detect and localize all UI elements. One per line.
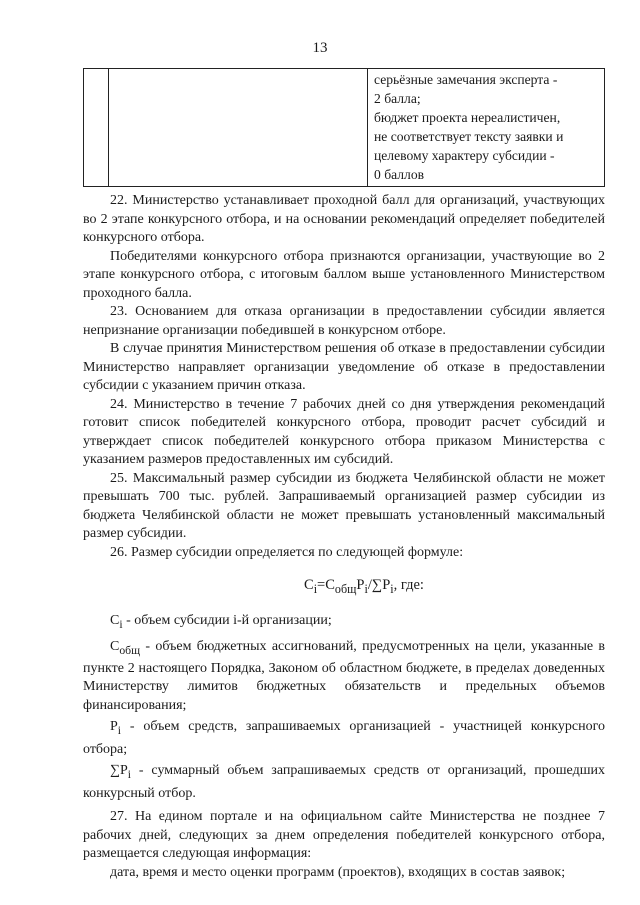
formula-tail: , где: — [393, 577, 424, 593]
criteria-table-fragment — [83, 68, 605, 187]
page-number: 13 — [312, 40, 328, 56]
formula-subscript: общ — [334, 581, 357, 596]
paragraph-22-winners: Победителями конкурсного отбора признаются организации, участвующие во 2 этапе конкурсного отбора, с итоговым баллом выше установленного Министерством проходного балла. — [83, 248, 605, 301]
definition-symbol: C — [110, 638, 120, 654]
definition-text: - суммарный объем запрашиваемых средств от организаций, прошедших конкурсный отбор. — [83, 763, 605, 801]
definition-subscript: i — [127, 768, 132, 782]
formula-symbol: P — [356, 577, 365, 593]
table-cell-scores — [368, 69, 605, 187]
table-cell-criterion — [109, 69, 368, 187]
paragraph-27: 27. На едином портале и на официальном сайте Министерства не позднее 7 рабочих дней, следующих за днем определения победителей конкурсного отбора, размещается следующая информация: — [83, 809, 605, 862]
paragraph-26: 26. Размер субсидии определяется по следующей формуле: — [110, 544, 464, 560]
score-line: бюджет проекта нереалистичен, — [374, 110, 561, 125]
paragraph-24: 24. Министерство в течение 7 рабочих дней со дня утверждения рекомендаций готовит список победителей конкурсного отбора, проводит расчет субсидий и утверждает список победителей конкурсного отбора приказом Министерства с указанием размеров предоставленных им субсидий. — [83, 396, 605, 467]
definition-symbol: ∑P — [110, 763, 128, 779]
paragraph-23-refusal: В случае принятия Министерством решения об отказе в предоставлении субсидии Министерство направляет организации уведомление об отказе в предоставлении субсидии с указанием причин отказа. — [83, 341, 605, 393]
score-line: 2 балла; — [374, 91, 421, 106]
formula-symbol: /∑P — [367, 577, 391, 593]
definition-text: - объем субсидии i-й организации; — [122, 613, 332, 629]
score-line: не соответствует тексту заявки и — [374, 129, 564, 144]
document-body — [83, 192, 605, 882]
definition-subscript: общ — [119, 643, 141, 657]
definition-text: - объем бюджетных ассигнований, предусмотренных на цели, указанные в пункте 2 настоящего Порядка, Законом об областном бюджете, в пределах доведенных Министерству лимитов бюджетных обязательств и предельных объемов финансирования; — [83, 638, 605, 713]
definition-symbol: C — [110, 613, 120, 629]
formula-subscript: i — [390, 581, 394, 596]
subsidy-formula — [83, 576, 605, 598]
paragraph-25: 25. Максимальный размер субсидии из бюджета Челябинской области не может превышать 700 тыс. рублей. Запрашиваемый организацией размер субсидии из бюджета Челябинской области не может превышать установленный максимальный размер субсидии. — [83, 470, 605, 541]
definition-subscript: i — [117, 724, 122, 738]
definition-cobsh — [83, 638, 605, 716]
definition-ci — [83, 612, 605, 634]
score-line: целевому характеру субсидии - — [374, 148, 555, 163]
definition-symbol: P — [110, 719, 118, 735]
score-line: серьёзные замечания эксперта - — [374, 72, 558, 87]
formula-subscript: i — [313, 581, 318, 596]
definition-text: - объем средств, запрашиваемых организацией - участницей конкурсного отбора; — [83, 719, 605, 757]
definition-sum — [83, 762, 605, 803]
formula-symbol: C — [304, 577, 314, 593]
definition-subscript: i — [119, 618, 123, 632]
formula-subscript: i — [364, 581, 368, 596]
table-cell-number — [84, 69, 109, 187]
paragraph-27-item: дата, время и место оценки программ (проектов), входящих в состав заявок; — [110, 864, 566, 880]
paragraph-22: 22. Министерство устанавливает проходной балл для организаций, участвующих во 2 этапе конкурсного отбора, и на основании рекомендаций определяет победителей конкурсного отбора. — [83, 193, 605, 245]
score-line: 0 баллов — [374, 167, 425, 182]
table-row — [84, 69, 605, 187]
paragraph-23: 23. Основанием для отказа организации в предоставлении субсидии является непризнание организации победившей в конкурсном отборе. — [83, 304, 605, 338]
definition-pi — [83, 718, 605, 759]
formula-symbol: =C — [317, 577, 335, 593]
